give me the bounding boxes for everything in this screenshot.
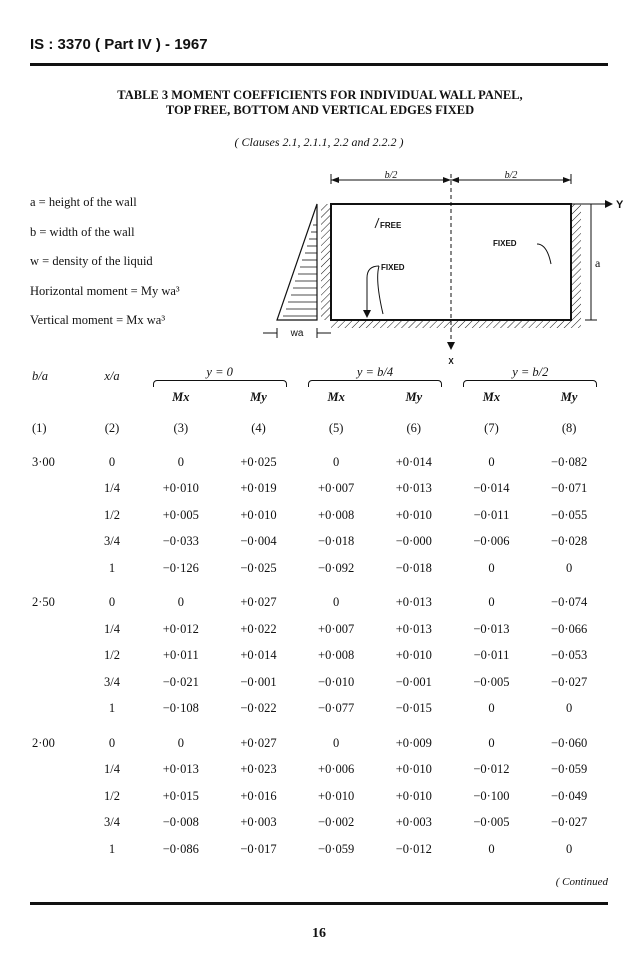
cell-coefficient: −0·000 bbox=[395, 534, 432, 549]
cell-coefficient: +0·008 bbox=[318, 507, 355, 522]
cell-coefficient: 0 bbox=[333, 595, 340, 610]
cell-coefficient: −0·015 bbox=[395, 701, 432, 716]
page-number: 16 bbox=[312, 926, 326, 941]
cell-coefficient: −0·001 bbox=[240, 674, 277, 689]
height-label: a bbox=[595, 256, 601, 270]
cell-coefficient: 0 bbox=[488, 560, 495, 575]
cell-x-a: 1 bbox=[108, 841, 116, 856]
column-number: (3) bbox=[173, 420, 189, 435]
cell-coefficient: −0·013 bbox=[473, 621, 510, 636]
cell-coefficient: −0·012 bbox=[395, 841, 432, 856]
cell-coefficient: −0·060 bbox=[551, 735, 588, 750]
cell-coefficient: +0·027 bbox=[240, 735, 277, 750]
column-number: (4) bbox=[251, 420, 266, 435]
free-edge-label: FREE bbox=[380, 221, 402, 230]
cell-coefficient: 0 bbox=[333, 735, 340, 750]
cell-coefficient: −0·028 bbox=[551, 534, 588, 549]
column-number: (6) bbox=[406, 420, 422, 435]
cell-coefficient: +0·009 bbox=[395, 735, 432, 750]
group-header-row bbox=[30, 365, 608, 387]
cell-coefficient: +0·011 bbox=[162, 648, 199, 663]
cell-b-a: 3·00 bbox=[32, 454, 55, 469]
cell-b-a bbox=[30, 616, 82, 643]
cell-coefficient: 0 bbox=[488, 701, 495, 716]
cell-coefficient: −0·059 bbox=[551, 762, 588, 777]
subheader-mx: Mx bbox=[327, 389, 345, 404]
right-wall-hatch bbox=[571, 204, 581, 320]
cell-coefficient: +0·027 bbox=[240, 595, 277, 610]
group-header-y0: y = 0 bbox=[142, 365, 297, 387]
cell-coefficient: −0·077 bbox=[318, 701, 355, 716]
cell-b-a bbox=[30, 810, 82, 837]
table-row bbox=[30, 590, 608, 617]
subheader-my: My bbox=[560, 389, 578, 404]
group-header-yb2: y = b/2 bbox=[453, 365, 608, 387]
table-row bbox=[30, 810, 608, 837]
column-number: (5) bbox=[328, 420, 344, 435]
cell-coefficient: −0·100 bbox=[473, 788, 510, 803]
cell-coefficient: −0·008 bbox=[162, 815, 199, 830]
cell-b-a bbox=[30, 669, 82, 696]
cell-b-a bbox=[30, 502, 82, 529]
cell-coefficient: −0·071 bbox=[551, 481, 588, 496]
col-b-a-header: b/a bbox=[32, 368, 48, 383]
cell-coefficient: +0·025 bbox=[240, 454, 277, 469]
table-row bbox=[30, 669, 608, 696]
cell-coefficient: 0 bbox=[488, 595, 495, 610]
cell-coefficient: +0·005 bbox=[162, 507, 199, 522]
cell-coefficient: +0·015 bbox=[162, 788, 199, 803]
cell-coefficient: −0·014 bbox=[473, 481, 510, 496]
moment-subheader-row bbox=[30, 387, 608, 407]
cell-x-a: 3/4 bbox=[104, 815, 120, 830]
cell-coefficient: +0·010 bbox=[395, 507, 432, 522]
cell-coefficient: −0·021 bbox=[162, 674, 199, 689]
cell-coefficient: 0 bbox=[488, 735, 495, 750]
subheader-mx: Mx bbox=[482, 389, 501, 404]
half-span-label-right: b/2 bbox=[504, 170, 518, 181]
cell-coefficient: −0·011 bbox=[473, 507, 510, 522]
moment-coefficient-table bbox=[30, 365, 608, 863]
cell-x-a: 1/4 bbox=[104, 481, 120, 496]
cell-coefficient: −0·027 bbox=[551, 815, 588, 830]
cell-coefficient: −0·005 bbox=[473, 674, 510, 689]
cell-coefficient: +0·010 bbox=[395, 788, 432, 803]
cell-x-a: 3/4 bbox=[104, 674, 120, 689]
table-row bbox=[30, 616, 608, 643]
pressure-hatch bbox=[283, 225, 317, 316]
column-number: (1) bbox=[32, 420, 47, 435]
cell-x-a: 0 bbox=[108, 595, 116, 610]
cell-coefficient: +0·003 bbox=[240, 815, 277, 830]
legend-item-b: b = width of the wall bbox=[30, 224, 135, 239]
cell-coefficient: −0·126 bbox=[162, 560, 199, 575]
table-row bbox=[30, 502, 608, 529]
subheader-my: My bbox=[405, 389, 423, 404]
cell-b-a bbox=[30, 643, 82, 670]
cell-coefficient: 0 bbox=[566, 701, 573, 716]
cell-coefficient: +0·013 bbox=[395, 595, 432, 610]
wall-panel-diagram bbox=[255, 170, 625, 370]
cell-x-a: 1/2 bbox=[104, 648, 120, 663]
cell-x-a: 1/2 bbox=[104, 788, 120, 803]
table-row bbox=[30, 555, 608, 582]
table-row bbox=[30, 836, 608, 863]
cell-b-a bbox=[30, 529, 82, 556]
cell-coefficient: +0·012 bbox=[162, 621, 199, 636]
cell-coefficient: −0·059 bbox=[318, 841, 355, 856]
cell-x-a: 0 bbox=[108, 735, 116, 750]
column-number-row bbox=[30, 407, 608, 449]
cell-coefficient: +0·010 bbox=[162, 481, 199, 496]
cell-coefficient: −0·002 bbox=[318, 815, 355, 830]
cell-coefficient: −0·092 bbox=[318, 560, 355, 575]
symbol-legend bbox=[30, 188, 180, 336]
subheader-mx: Mx bbox=[172, 389, 190, 404]
cell-x-a: 1 bbox=[108, 560, 116, 575]
cell-coefficient: −0·012 bbox=[473, 762, 510, 777]
cell-coefficient: +0·014 bbox=[240, 648, 277, 663]
pressure-triangle bbox=[277, 204, 317, 320]
column-number: (2) bbox=[104, 420, 120, 435]
legend-item-w: w = density of the liquid bbox=[30, 254, 153, 268]
group-header-yb4: y = b/4 bbox=[297, 365, 452, 387]
bottom-rule bbox=[30, 902, 608, 905]
table-row bbox=[30, 730, 608, 757]
cell-coefficient: −0·086 bbox=[162, 841, 199, 856]
cell-b-a bbox=[30, 836, 82, 863]
cell-coefficient: −0·108 bbox=[162, 701, 199, 716]
cell-coefficient: −0·006 bbox=[473, 534, 510, 549]
cell-coefficient: +0·014 bbox=[395, 454, 432, 469]
cell-coefficient: 0 bbox=[177, 454, 184, 469]
cell-coefficient: +0·010 bbox=[395, 762, 432, 777]
table-row bbox=[30, 476, 608, 503]
table-title-line-2: TOP FREE, BOTTOM AND VERTICAL EDGES FIXED bbox=[165, 103, 475, 117]
cell-coefficient: −0·027 bbox=[551, 674, 588, 689]
cell-x-a: 1/4 bbox=[104, 762, 120, 777]
legend-item-horizontal-moment: Horizontal moment = My wa³ bbox=[30, 283, 180, 298]
cell-x-a: 1 bbox=[108, 701, 116, 716]
cell-coefficient: −0·053 bbox=[551, 648, 588, 663]
y-axis-label: Y bbox=[616, 199, 624, 211]
cell-coefficient: −0·005 bbox=[473, 815, 510, 830]
cell-b-a bbox=[30, 476, 82, 503]
col-x-a-header: x/a bbox=[104, 368, 120, 383]
cell-coefficient: 0 bbox=[177, 595, 184, 610]
cell-coefficient: +0·010 bbox=[318, 788, 355, 803]
table-row bbox=[30, 696, 608, 723]
legend-item-vertical-moment: Vertical moment = Mx wa³ bbox=[30, 313, 166, 327]
cell-coefficient: +0·006 bbox=[318, 762, 355, 777]
cell-coefficient: −0·018 bbox=[318, 534, 355, 549]
cell-coefficient: −0·001 bbox=[395, 674, 432, 689]
cell-coefficient: +0·013 bbox=[395, 481, 432, 496]
table-row bbox=[30, 643, 608, 670]
cell-x-a: 0 bbox=[108, 454, 116, 469]
cell-x-a: 3/4 bbox=[104, 534, 120, 549]
cell-coefficient: +0·010 bbox=[240, 507, 277, 522]
cell-coefficient: +0·008 bbox=[318, 648, 355, 663]
cell-coefficient: 0 bbox=[488, 454, 495, 469]
cell-coefficient: −0·025 bbox=[240, 560, 277, 575]
cell-b-a bbox=[30, 757, 82, 784]
cell-coefficient: +0·007 bbox=[318, 621, 355, 636]
block-spacer bbox=[30, 582, 608, 590]
table-row bbox=[30, 449, 608, 476]
cell-coefficient: 0 bbox=[177, 735, 184, 750]
cell-coefficient: +0·007 bbox=[318, 481, 355, 496]
table-row bbox=[30, 757, 608, 784]
fixed-edge-label-right: FIXED bbox=[493, 239, 517, 248]
left-wall-hatch bbox=[321, 204, 331, 320]
cell-x-a: 1/4 bbox=[104, 621, 120, 636]
cell-coefficient: −0·055 bbox=[551, 507, 588, 522]
table-title bbox=[40, 88, 600, 118]
cell-coefficient: 0 bbox=[566, 841, 573, 856]
cell-coefficient: −0·022 bbox=[240, 701, 277, 716]
document-header: IS : 3370 ( Part IV ) - 1967 bbox=[30, 36, 208, 53]
cell-b-a bbox=[30, 696, 82, 723]
continued-note: ( Continued bbox=[555, 876, 608, 888]
cell-coefficient: 0 bbox=[566, 560, 573, 575]
cell-coefficient: +0·019 bbox=[240, 481, 277, 496]
table-row bbox=[30, 529, 608, 556]
cell-b-a bbox=[30, 783, 82, 810]
top-rule bbox=[30, 63, 608, 66]
cell-b-a: 2·00 bbox=[32, 735, 55, 750]
block-spacer bbox=[30, 722, 608, 730]
cell-coefficient: −0·017 bbox=[240, 841, 277, 856]
cell-coefficient: +0·016 bbox=[240, 788, 277, 803]
cell-b-a bbox=[30, 555, 82, 582]
half-span-label-left: b/2 bbox=[384, 170, 398, 181]
cell-coefficient: −0·010 bbox=[318, 674, 355, 689]
cell-coefficient: −0·082 bbox=[551, 454, 588, 469]
cell-coefficient: +0·013 bbox=[162, 762, 199, 777]
bottom-hatch bbox=[331, 320, 581, 328]
cell-coefficient: +0·013 bbox=[395, 621, 432, 636]
cell-coefficient: −0·011 bbox=[473, 648, 510, 663]
cell-coefficient: +0·022 bbox=[240, 621, 277, 636]
load-label: wa bbox=[290, 328, 304, 339]
cell-coefficient: −0·074 bbox=[551, 595, 588, 610]
cell-x-a: 1/2 bbox=[104, 507, 120, 522]
column-number: (7) bbox=[484, 420, 499, 435]
cell-coefficient: +0·023 bbox=[240, 762, 277, 777]
cell-b-a: 2·50 bbox=[32, 595, 55, 610]
cell-coefficient: 0 bbox=[488, 841, 495, 856]
cell-coefficient: −0·004 bbox=[240, 534, 277, 549]
column-number: (8) bbox=[561, 420, 577, 435]
legend-item-a: a = height of the wall bbox=[30, 195, 137, 209]
subheader-my: My bbox=[250, 389, 267, 404]
cell-coefficient: −0·049 bbox=[551, 788, 588, 803]
clauses-reference: ( Clauses 2.1, 2.1.1, 2.2 and 2.2.2 ) bbox=[234, 135, 404, 149]
fixed-edge-label-bottom: FIXED bbox=[381, 263, 405, 272]
cell-coefficient: 0 bbox=[333, 454, 340, 469]
table-title-line-1: TABLE 3 MOMENT COEFFICIENTS FOR INDIVIDUAL WALL PANEL, bbox=[117, 88, 523, 102]
cell-coefficient: −0·033 bbox=[162, 534, 199, 549]
x-axis-label: X bbox=[448, 357, 454, 366]
cell-coefficient: −0·018 bbox=[395, 560, 432, 575]
table-row bbox=[30, 783, 608, 810]
cell-coefficient: +0·010 bbox=[395, 648, 432, 663]
cell-coefficient: +0·003 bbox=[395, 815, 432, 830]
cell-coefficient: −0·066 bbox=[551, 621, 588, 636]
